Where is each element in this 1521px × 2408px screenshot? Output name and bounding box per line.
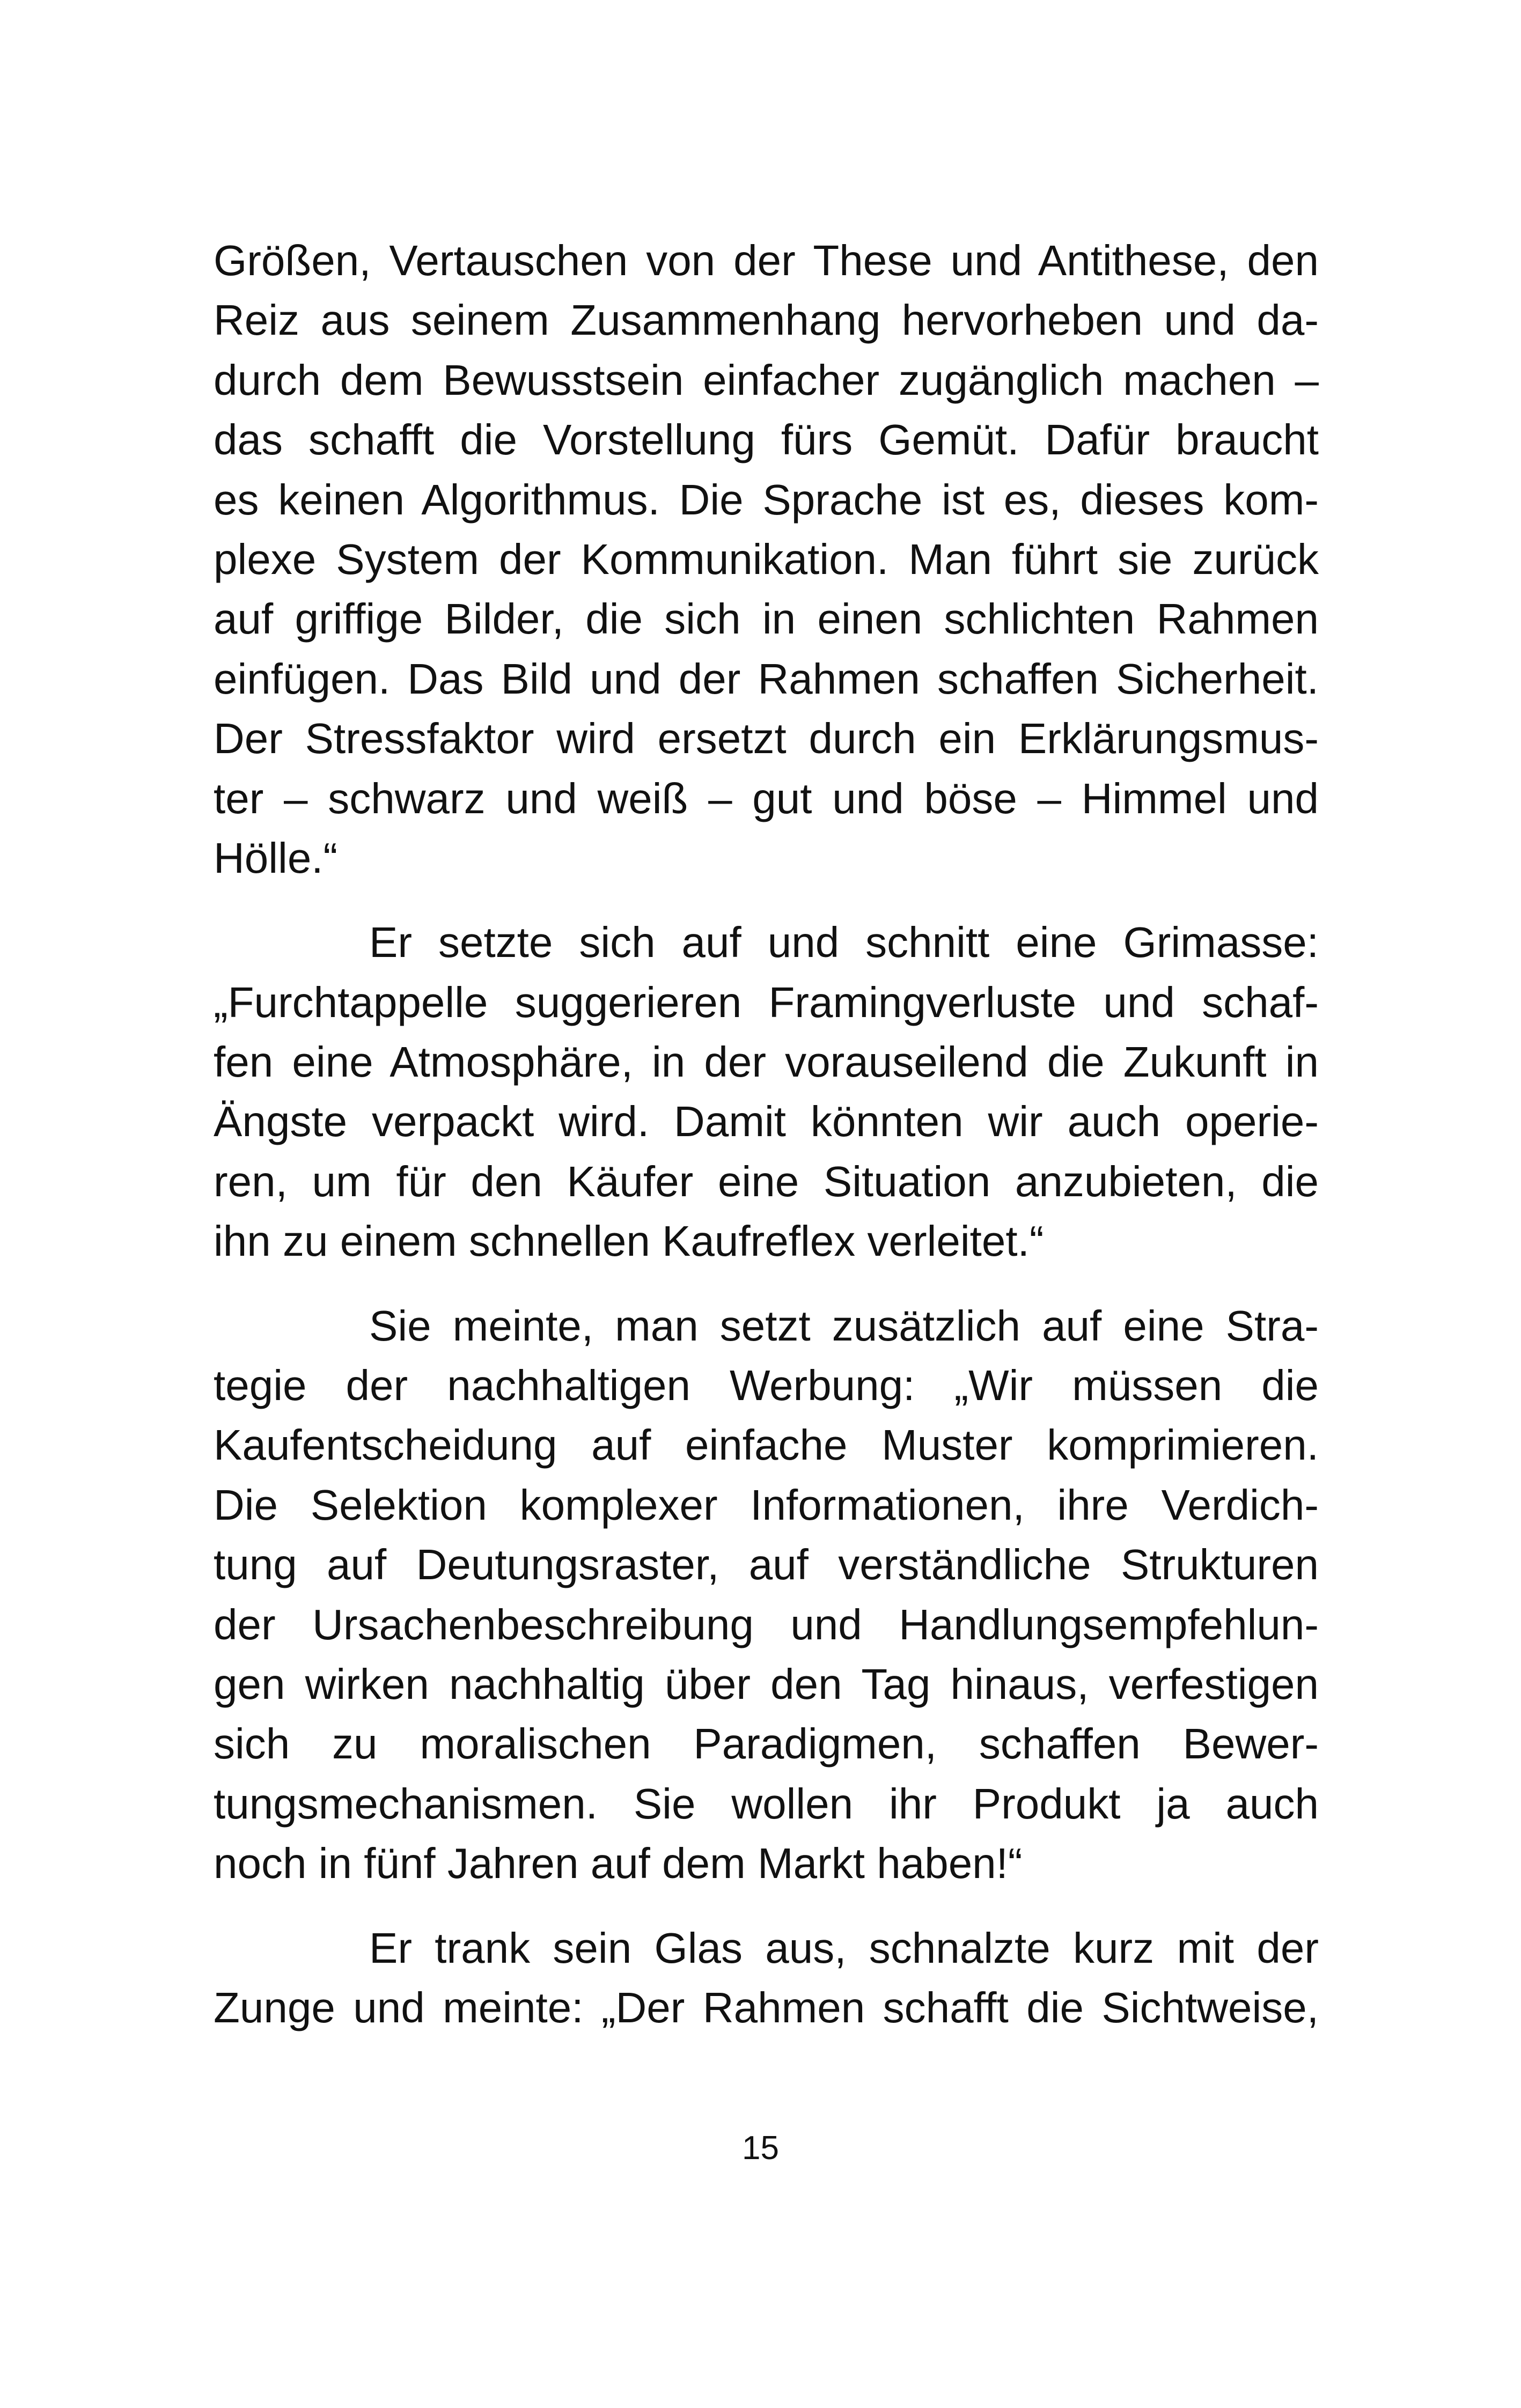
- text-line: einfügen. Das Bild und der Rahmen schaffen Sicherheit.: [214, 654, 1319, 703]
- paragraph: [214, 912, 1319, 1271]
- text-line: Zunge und meinte: „Der Rahmen schafft die Sichtweise,: [214, 1983, 1319, 2031]
- body-text: [214, 231, 1319, 2037]
- text-line: Größen, Vertauschen von der These und Antithese, den: [214, 237, 1319, 284]
- text-line: gen wirken nachhaltig über den Tag hinaus, verfestigen: [214, 1660, 1319, 1708]
- text-line: Reiz aus seinem Zusammenhang hervorheben und da-: [214, 296, 1319, 344]
- text-line: Er trank sein Glas aus, schnalzte kurz mit der: [369, 1924, 1319, 1972]
- text-line: Ängste verpackt wird. Damit könnten wir auch operie-: [214, 1098, 1319, 1146]
- text-line: Kaufentscheidung auf einfache Muster komprimieren.: [214, 1421, 1319, 1469]
- text-line: Der Stressfaktor wird ersetzt durch ein Erklärungsmus-: [214, 715, 1319, 763]
- text-line: ihn zu einem schnellen Kaufreflex verleitet.“: [214, 1217, 1044, 1265]
- paragraph: [214, 231, 1319, 888]
- text-line: ren, um für den Käufer eine Situation anzubieten, die: [214, 1157, 1319, 1205]
- paragraph: [214, 1918, 1319, 2038]
- text-line: auf griffige Bilder, die sich in einen schlichten Rahmen: [214, 595, 1319, 643]
- page-number: 15: [742, 2130, 779, 2167]
- text-line: fen eine Atmosphäre, in der vorauseilend die Zukunft in: [214, 1038, 1319, 1086]
- text-line: tung auf Deutungsraster, auf verständliche Strukturen: [214, 1541, 1319, 1589]
- text-line: Hölle.“: [214, 834, 338, 882]
- text-line: Er setzte sich auf und schnitt eine Grimasse:: [369, 918, 1319, 967]
- text-line: durch dem Bewusstsein einfacher zugänglich machen –: [214, 356, 1319, 404]
- text-line: Die Selektion komplexer Informationen, ihre Verdich-: [214, 1481, 1319, 1529]
- text-line: plexe System der Kommunikation. Man führt sie zurück: [214, 535, 1319, 583]
- text-line: noch in fünf Jahren auf dem Markt haben!“: [214, 1839, 1023, 1888]
- text-line: der Ursachenbeschreibung und Handlungsempfehlun-: [214, 1600, 1319, 1648]
- text-line: Sie meinte, man setzt zusätzlich auf eine Stra-: [369, 1301, 1319, 1350]
- text-line: es keinen Algorithmus. Die Sprache ist es, dieses kom-: [214, 475, 1319, 524]
- text-line: sich zu moralischen Paradigmen, schaffen Bewer-: [214, 1720, 1319, 1768]
- paragraph: [214, 1296, 1319, 1894]
- text-line: tungsmechanismen. Sie wollen ihr Produkt ja auch: [214, 1779, 1319, 1828]
- text-line: das schafft die Vorstellung fürs Gemüt. Dafür braucht: [214, 416, 1319, 464]
- text-line: tegie der nachhaltigen Werbung: „Wir müssen die: [214, 1361, 1319, 1410]
- text-line: „Furchtappelle suggerieren Framingverluste und schaf-: [214, 978, 1319, 1026]
- text-line: ter – schwarz und weiß – gut und böse – Himmel und: [214, 774, 1319, 822]
